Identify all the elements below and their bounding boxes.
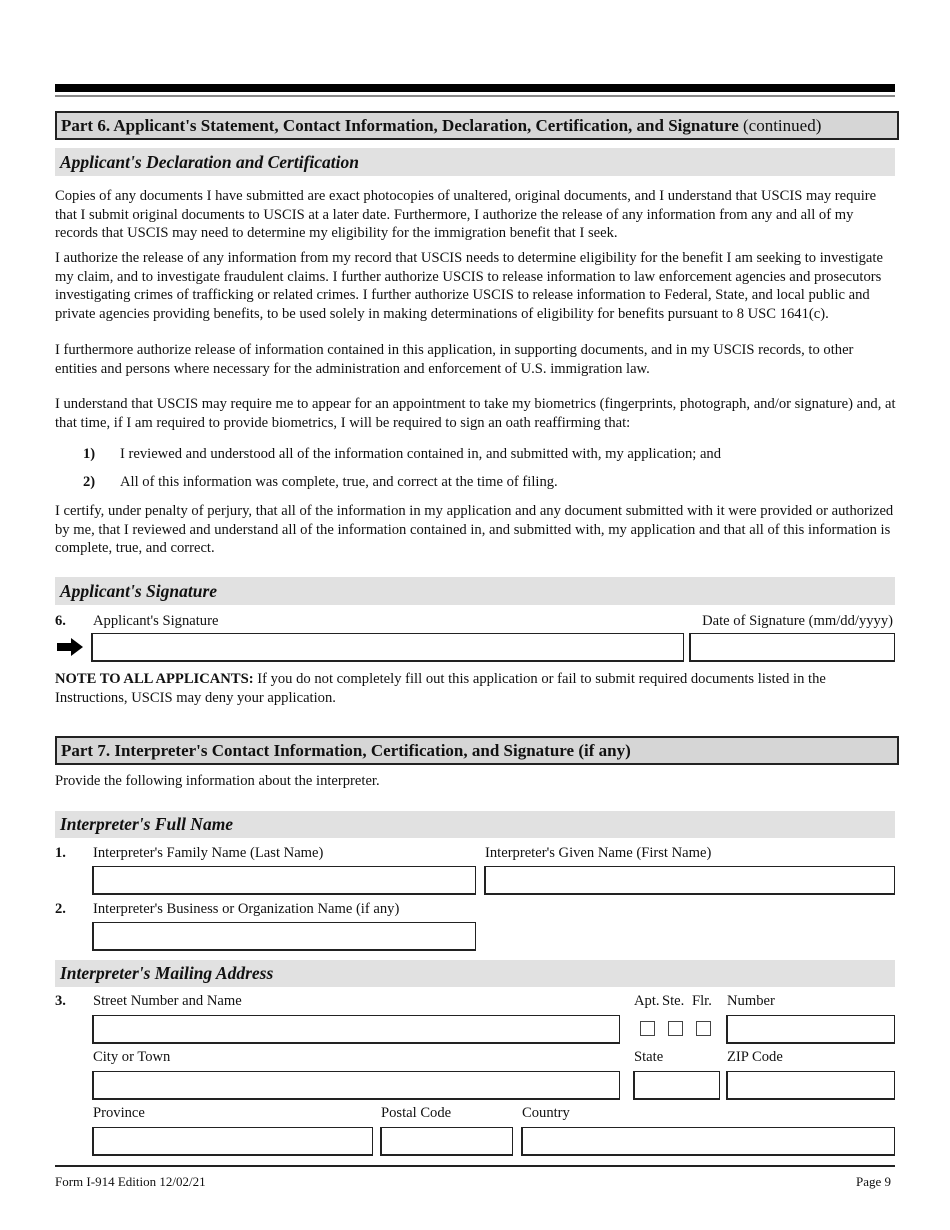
item-number-1: 1. (55, 845, 66, 861)
item-number-2: 2. (55, 901, 66, 917)
declaration-p1: Copies of any documents I have submitted are exact photocopies of unaltered, original documents, and I understand that USCIS may require that I submit original documents to USCIS at a later date. Furthermore, I authorize the release of any information from any and all of my records that USCIS may need to determine my eligibility for the immigration benefit that I seek. (55, 188, 877, 241)
apt-checkbox[interactable] (640, 1021, 655, 1036)
city-label: City or Town (93, 1049, 171, 1065)
state-label: State (634, 1049, 664, 1065)
address-heading: Interpreter's Mailing Address (55, 960, 895, 987)
oath-item-1: 1) I reviewed and understood all of the information contained in, and submitted with, my application; and (83, 446, 722, 462)
top-rule-thin (55, 95, 895, 97)
country-label: Country (522, 1105, 570, 1121)
note-to-applicants: NOTE TO ALL APPLICANTS: If you do not completely fill out this application or fail to submit required documents listed in the Instructions, USCIS may deny your application. (55, 671, 826, 706)
signature-heading: Applicant's Signature (55, 577, 895, 605)
declaration-p4: I understand that USCIS may require me to appear for an appointment to take my biometrics (fingerprints, photograph, and/or signature) and, at that time, if I am required to provide biometrics, I will be required to sign an oath reaffirming that: (55, 396, 896, 431)
signature-label: Applicant's Signature (93, 613, 219, 629)
fullname-heading: Interpreter's Full Name (55, 811, 895, 838)
country-field[interactable] (521, 1127, 895, 1156)
declaration-p5: I certify, under penalty of perjury, that all of the information in my application and any document submitted with it were provided or authorized by me, that I reviewed and understand all of the information contained in, and submitted with, my application and that all of this information is complete, true, and correct. (55, 503, 894, 556)
family-name-field[interactable] (92, 866, 476, 895)
footer-rule (55, 1165, 895, 1167)
item-number-6: 6. (55, 613, 66, 629)
flr-checkbox[interactable] (696, 1021, 711, 1036)
street-field[interactable] (92, 1015, 620, 1044)
number-label: Number (727, 993, 775, 1009)
zip-field[interactable] (726, 1071, 895, 1100)
arrow-right-icon (57, 638, 83, 656)
top-rule (55, 84, 895, 92)
apt-number-field[interactable] (726, 1015, 895, 1044)
ste-checkbox[interactable] (668, 1021, 683, 1036)
applicant-signature-field[interactable] (91, 633, 684, 662)
part7-intro: Provide the following information about the interpreter. (55, 773, 380, 789)
footer-page-number: Page 9 (855, 1174, 891, 1189)
flr-label: Flr. (692, 993, 712, 1009)
street-label: Street Number and Name (93, 993, 242, 1009)
province-label: Province (93, 1105, 145, 1121)
postal-label: Postal Code (381, 1105, 452, 1121)
part7-header: Part 7. Interpreter's Contact Information, Certification, and Signature (if any) (55, 736, 899, 765)
date-label: Date of Signature (mm/dd/yyyy) (702, 613, 893, 629)
business-name-field[interactable] (92, 922, 476, 951)
declaration-p2: I authorize the release of any information from my record that USCIS needs to determine eligibility for the benefit I am seeking to investigate my claim, and to investigate fraudulent claims. I further authorize USCIS to release information to law enforcement agencies and prosecutors investigating crimes of trafficking or related crimes. I further authorize USCIS to release information to Federal, State, and local public and private agencies providing benefits, to be used solely in making determinations of eligibility for benefits pursuant to 8 USC 1641(c). (55, 250, 883, 322)
item-number-3: 3. (55, 993, 66, 1009)
zip-label: ZIP Code (727, 1049, 783, 1065)
oath-item-2: 2) All of this information was complete, true, and correct at the time of filing. (83, 474, 558, 490)
family-name-label: Interpreter's Family Name (Last Name) (93, 845, 324, 861)
postal-code-field[interactable] (380, 1127, 513, 1156)
declaration-heading: Applicant's Declaration and Certification (55, 148, 895, 176)
city-field[interactable] (92, 1071, 620, 1100)
ste-label: Ste. (662, 993, 685, 1009)
state-field[interactable] (633, 1071, 720, 1100)
footer-form-edition: Form I-914 Edition 12/02/21 (55, 1174, 206, 1189)
given-name-field[interactable] (484, 866, 895, 895)
given-name-label: Interpreter's Given Name (First Name) (485, 845, 712, 861)
signature-date-field[interactable] (689, 633, 895, 662)
province-field[interactable] (92, 1127, 373, 1156)
business-name-label: Interpreter's Business or Organization Name (if any) (93, 901, 400, 917)
declaration-p3: I furthermore authorize release of information contained in this application, in supporting documents, and in my USCIS records, to other entities and persons where necessary for the administration and enforcement of U.S. immigration law. (55, 342, 854, 377)
part6-header: Part 6. Applicant's Statement, Contact Information, Declaration, Certification, and Signature (continued) (55, 111, 899, 140)
apt-label: Apt. (634, 993, 660, 1009)
